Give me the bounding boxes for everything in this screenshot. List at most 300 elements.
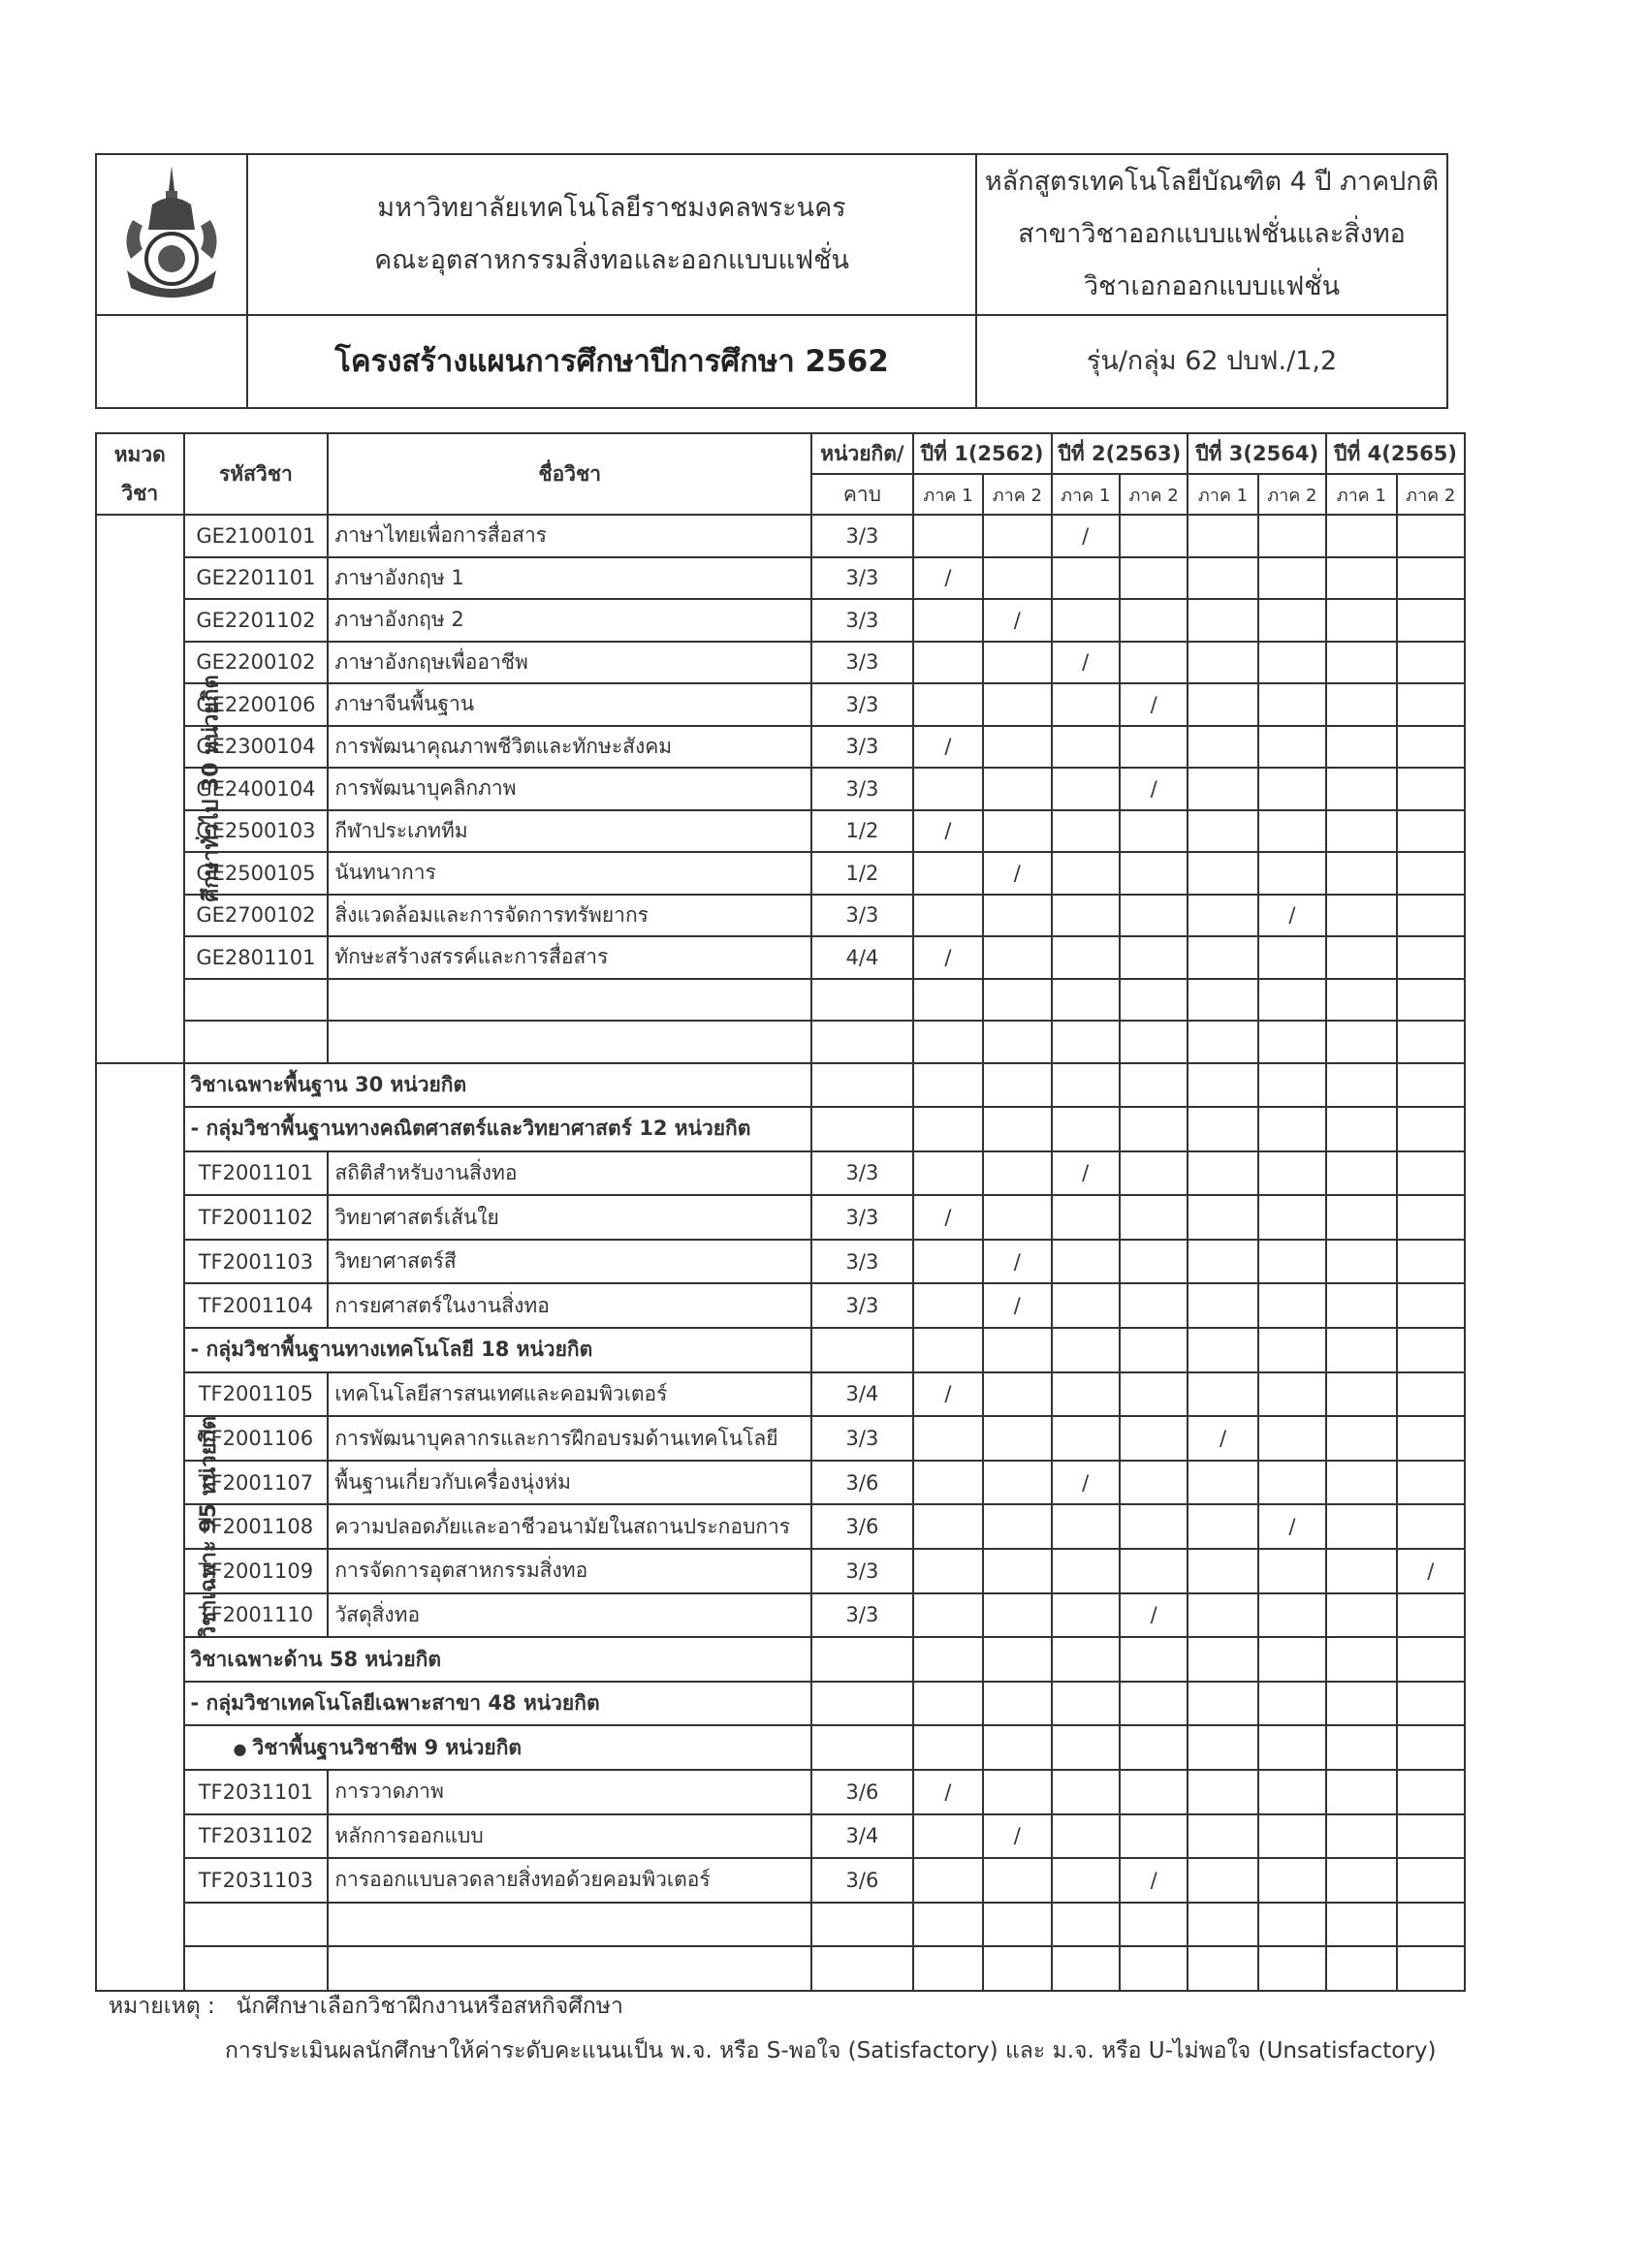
course-name: ภาษาอังกฤษ 2 (328, 599, 811, 642)
plan-title: โครงสร้างแผนการศึกษาปีการศึกษา 2562 (247, 315, 976, 408)
semester-cell (983, 1858, 1051, 1903)
course-name: นันทนาการ (328, 852, 811, 895)
semester-cell (1397, 1946, 1466, 1991)
semester-check-mark: / (1397, 1549, 1466, 1593)
semester-check-mark: / (1052, 642, 1120, 684)
semester-cell (1052, 1328, 1120, 1372)
semester-check-mark: / (983, 852, 1051, 895)
course-credit: 3/3 (811, 683, 913, 726)
course-name: ภาษาไทยเพื่อการสื่อสาร (328, 515, 811, 557)
semester-cell (1052, 810, 1120, 853)
course-code: TF2031101 (184, 1770, 329, 1814)
course-name: วัสดุสิ่งทอ (328, 1593, 811, 1638)
semester-check-mark: / (1052, 515, 1120, 557)
course-credit: 1/2 (811, 852, 913, 895)
semester-cell (1188, 936, 1257, 979)
semester-check-mark: / (1258, 895, 1326, 937)
course-code: GE2100101 (184, 515, 329, 557)
course-name: หลักการออกแบบ (328, 1814, 811, 1859)
semester-cell (913, 1021, 983, 1063)
group-heading-row (96, 1107, 1465, 1151)
semester-cell (1188, 1195, 1257, 1240)
course-code: GE2700102 (184, 895, 329, 937)
semester-cell (1120, 1725, 1188, 1770)
semester-cell (1258, 979, 1326, 1022)
semester-cell (1052, 1725, 1120, 1770)
course-name: วิทยาศาสตร์เส้นใย (328, 1195, 811, 1240)
course-credit: 4/4 (811, 936, 913, 979)
semester-cell (913, 895, 983, 937)
semester-header: ภาค 2 (1258, 474, 1326, 515)
semester-cell (1258, 1770, 1326, 1814)
semester-cell (1326, 1063, 1396, 1108)
semester-cell (1326, 683, 1396, 726)
semester-cell (1258, 1725, 1326, 1770)
course-credit: 3/3 (811, 768, 913, 810)
semester-cell (1188, 1372, 1257, 1417)
general-education-label-text: ศึกษาทั่วไป 30 หน่วยกิต (199, 675, 224, 902)
course-row (96, 599, 1465, 642)
semester-cell (1326, 599, 1396, 642)
course-credit (811, 1725, 913, 1770)
semester-cell (913, 1593, 983, 1638)
course-row (96, 726, 1465, 769)
semester-cell (913, 1151, 983, 1196)
semester-check-mark: / (913, 726, 983, 769)
program-name: หลักสูตรเทคโนโลยีบัณฑิต 4 ปี ภาคปกติ (984, 167, 1440, 197)
course-credit: 3/3 (811, 1549, 913, 1593)
semester-cell (983, 1063, 1051, 1108)
semester-cell (1188, 1593, 1257, 1638)
semester-cell (1188, 1637, 1257, 1682)
course-credit (811, 1903, 913, 1947)
semester-cell (1052, 1858, 1120, 1903)
semester-cell (1326, 1593, 1396, 1638)
semester-check-mark: / (1120, 768, 1188, 810)
semester-cell (1397, 1372, 1466, 1417)
course-row (96, 895, 1465, 937)
course-credit: 3/3 (811, 1416, 913, 1461)
semester-cell (1397, 726, 1466, 769)
semester-cell (1397, 852, 1466, 895)
course-name: พื้นฐานเกี่ยวกับเครื่องนุ่งห่ม (328, 1461, 811, 1505)
semester-cell (1397, 1328, 1466, 1372)
semester-cell (1188, 1283, 1257, 1328)
semester-cell (1120, 1770, 1188, 1814)
course-credit (811, 1946, 913, 1991)
course-credit: 3/3 (811, 642, 913, 684)
logo-cell-lower (96, 315, 247, 408)
semester-cell (1188, 1549, 1257, 1593)
semester-cell (1120, 1461, 1188, 1505)
course-name (328, 1021, 811, 1063)
semester-cell (1258, 1328, 1326, 1372)
course-row (96, 515, 1465, 557)
semester-cell (1188, 1682, 1257, 1726)
semester-cell (1397, 1858, 1466, 1903)
semester-cell (1120, 1195, 1188, 1240)
year-2-header: ปีที่ 2(2563) (1052, 433, 1188, 474)
group-heading: วิชาเฉพาะด้าน 58 หน่วยกิต (184, 1637, 812, 1682)
semester-cell (1397, 557, 1466, 600)
semester-cell (1397, 1637, 1466, 1682)
course-row (96, 768, 1465, 810)
semester-cell (1258, 1549, 1326, 1593)
semester-check-mark: / (1120, 1593, 1188, 1638)
semester-cell (983, 810, 1051, 853)
course-code: TF2001105 (184, 1372, 329, 1417)
course-row (96, 1814, 1465, 1859)
semester-cell (1397, 1240, 1466, 1284)
course-row (96, 979, 1465, 1022)
university-name: มหาวิทยาลัยเทคโนโลยีราชมงคลพระนคร (377, 193, 846, 223)
semester-cell (1326, 895, 1396, 937)
semester-cell (1188, 642, 1257, 684)
course-credit: 3/3 (811, 599, 913, 642)
course-name: การออกแบบลวดลายสิ่งทอด้วยคอมพิวเตอร์ (328, 1858, 811, 1903)
semester-cell (1052, 895, 1120, 937)
semester-cell (1258, 1151, 1326, 1196)
semester-cell (1052, 979, 1120, 1022)
semester-cell (1188, 599, 1257, 642)
semester-cell (1258, 1593, 1326, 1638)
semester-cell (1326, 1858, 1396, 1903)
faculty-name: คณะอุตสาหกรรมสิ่งทอและออกแบบแฟชั่น (374, 245, 849, 275)
group-heading-row (96, 1063, 1465, 1108)
course-name: วิทยาศาสตร์สี (328, 1240, 811, 1284)
semester-cell (1052, 1549, 1120, 1593)
course-credit: 3/6 (811, 1858, 913, 1903)
semester-check-mark: / (913, 810, 983, 853)
credit-header-bottom: คาบ (811, 474, 913, 515)
general-education-body (96, 515, 1465, 1063)
course-code: GE2200106 (184, 683, 329, 726)
course-row (96, 936, 1465, 979)
semester-cell (1052, 1240, 1120, 1284)
course-credit: 3/3 (811, 1283, 913, 1328)
semester-cell (1258, 852, 1326, 895)
semester-cell (1258, 1195, 1326, 1240)
course-credit (811, 1682, 913, 1726)
semester-cell (1120, 1063, 1188, 1108)
semester-cell (983, 895, 1051, 937)
course-name: การยศาสตร์ในงานสิ่งทอ (328, 1283, 811, 1328)
group-heading: - กลุ่มวิชาเทคโนโลยีเฉพาะสาขา 48 หน่วยกิต (184, 1682, 812, 1726)
course-row (96, 1151, 1465, 1196)
semester-cell (1188, 852, 1257, 895)
semester-header: ภาค 2 (1397, 474, 1466, 515)
semester-cell (1120, 1283, 1188, 1328)
semester-cell (1120, 515, 1188, 557)
course-credit: 3/3 (811, 1593, 913, 1638)
semester-cell (1188, 1858, 1257, 1903)
specific-courses-label (96, 1063, 222, 1991)
semester-check-mark: / (1052, 1461, 1120, 1505)
semester-cell (983, 1725, 1051, 1770)
course-name: ภาษาอังกฤษเพื่ออาชีพ (328, 642, 811, 684)
semester-cell (1120, 1946, 1188, 1991)
semester-cell (983, 1770, 1051, 1814)
semester-cell (1326, 1903, 1396, 1947)
course-credit (811, 1021, 913, 1063)
semester-cell (1052, 1283, 1120, 1328)
semester-cell (1258, 1858, 1326, 1903)
semester-cell (1188, 557, 1257, 600)
semester-cell (1397, 1504, 1466, 1549)
semester-cell (1188, 1814, 1257, 1859)
semester-check-mark: / (1258, 1504, 1326, 1549)
course-row (96, 1858, 1465, 1903)
semester-check-mark: / (1120, 1858, 1188, 1903)
semester-cell (1258, 1021, 1326, 1063)
course-name (328, 979, 811, 1022)
semester-cell (1326, 1372, 1396, 1417)
course-name: ภาษาอังกฤษ 1 (328, 557, 811, 600)
semester-cell (1326, 515, 1396, 557)
semester-cell (1258, 726, 1326, 769)
course-code (184, 1021, 329, 1063)
semester-check-mark: / (983, 1283, 1051, 1328)
semester-cell (1188, 1063, 1257, 1108)
semester-cell (983, 515, 1051, 557)
semester-cell (913, 599, 983, 642)
course-row (96, 1195, 1465, 1240)
semester-cell (1397, 1682, 1466, 1726)
semester-cell (913, 1549, 983, 1593)
semester-cell (913, 1283, 983, 1328)
course-code: TF2001101 (184, 1151, 329, 1196)
semester-cell (1052, 1946, 1120, 1991)
semester-cell (1188, 1946, 1257, 1991)
course-credit: 3/3 (811, 1151, 913, 1196)
semester-cell (1397, 810, 1466, 853)
semester-check-mark: / (983, 599, 1051, 642)
semester-cell (1326, 979, 1396, 1022)
course-code: GE2400104 (184, 768, 329, 810)
course-code: TF2001108 (184, 1504, 329, 1549)
semester-cell (1120, 979, 1188, 1022)
course-credit: 3/3 (811, 1240, 913, 1284)
institution-cell (247, 154, 976, 315)
semester-cell (1397, 1416, 1466, 1461)
semester-cell (1258, 557, 1326, 600)
semester-cell (1052, 1063, 1120, 1108)
semester-cell (1120, 1504, 1188, 1549)
semester-cell (1397, 979, 1466, 1022)
semester-cell (913, 1504, 983, 1549)
semester-cell (913, 852, 983, 895)
course-credit (811, 1328, 913, 1372)
semester-cell (913, 1416, 983, 1461)
semester-cell (983, 1151, 1051, 1196)
semester-cell (1258, 599, 1326, 642)
note-text-1: นักศึกษาเลือกวิชาฝึกงานหรือสหกิจศึกษา (236, 1994, 623, 2019)
semester-cell (1397, 768, 1466, 810)
semester-cell (1120, 1328, 1188, 1372)
department-name: สาขาวิชาออกแบบแฟชั่นและสิ่งทอ (1018, 219, 1406, 249)
semester-cell (1052, 1195, 1120, 1240)
semester-cell (1188, 1151, 1257, 1196)
course-row (96, 1593, 1465, 1638)
semester-cell (1120, 810, 1188, 853)
semester-cell (1397, 1107, 1466, 1151)
semester-cell (1258, 1682, 1326, 1726)
semester-cell (1397, 1283, 1466, 1328)
semester-cell (1326, 768, 1396, 810)
year-1-header: ปีที่ 1(2562) (913, 433, 1052, 474)
note-label: หมายเหตุ : (109, 1994, 215, 2019)
course-code: TF2001102 (184, 1195, 329, 1240)
semester-check-mark: / (1188, 1416, 1257, 1461)
semester-header: ภาค 1 (913, 474, 983, 515)
semester-cell (1326, 1725, 1396, 1770)
course-code: TF2001110 (184, 1593, 329, 1638)
year-3-header: ปีที่ 3(2564) (1188, 433, 1326, 474)
semester-cell (1326, 852, 1396, 895)
semester-cell (913, 1328, 983, 1372)
group-heading-row (96, 1725, 1465, 1770)
semester-cell (1052, 1814, 1120, 1859)
semester-cell (1052, 599, 1120, 642)
semester-cell (1120, 852, 1188, 895)
semester-cell (1397, 1725, 1466, 1770)
course-code: GE2801101 (184, 936, 329, 979)
semester-cell (1052, 1682, 1120, 1726)
semester-cell (913, 1063, 983, 1108)
semester-cell (1052, 1770, 1120, 1814)
semester-cell (1326, 1240, 1396, 1284)
semester-cell (913, 1240, 983, 1284)
semester-cell (1397, 515, 1466, 557)
course-name: การพัฒนาบุคลากรและการฝึกอบรมด้านเทคโนโลยี (328, 1416, 811, 1461)
semester-cell (913, 768, 983, 810)
semester-cell (1326, 557, 1396, 600)
course-name (328, 1903, 811, 1947)
semester-check-mark: / (913, 1770, 983, 1814)
semester-cell (1258, 1416, 1326, 1461)
course-code: TF2001107 (184, 1461, 329, 1505)
semester-cell (1052, 1021, 1120, 1063)
semester-cell (1120, 599, 1188, 642)
course-code: GE2300104 (184, 726, 329, 769)
semester-cell (1397, 895, 1466, 937)
course-credit: 3/4 (811, 1814, 913, 1859)
course-code: TF2001104 (184, 1283, 329, 1328)
semester-cell (1120, 1416, 1188, 1461)
semester-cell (1052, 1107, 1120, 1151)
course-credit: 3/3 (811, 726, 913, 769)
course-plan-table (95, 432, 1466, 1992)
course-code: GE2500103 (184, 810, 329, 853)
semester-cell (1258, 1372, 1326, 1417)
semester-cell (1120, 1240, 1188, 1284)
semester-cell (1188, 810, 1257, 853)
semester-cell (1120, 895, 1188, 937)
semester-cell (1258, 1814, 1326, 1859)
semester-cell (1120, 1021, 1188, 1063)
specific-courses-label-text: วิชาเฉพาะ 95 หน่วยกิต (197, 1415, 222, 1638)
group-label: รุ่น/กลุ่ม 62 ปบฟ./1,2 (976, 315, 1447, 408)
semester-cell (1120, 1549, 1188, 1593)
course-row (96, 1903, 1465, 1947)
semester-cell (1326, 1283, 1396, 1328)
course-row (96, 1549, 1465, 1593)
semester-cell (1188, 1461, 1257, 1505)
semester-check-mark: / (1120, 683, 1188, 726)
semester-cell (1258, 1240, 1326, 1284)
semester-cell (983, 726, 1051, 769)
course-code: TF2031102 (184, 1814, 329, 1859)
category-header: หมวด วิชา (96, 433, 184, 515)
semester-cell (1397, 599, 1466, 642)
semester-check-mark: / (913, 1195, 983, 1240)
semester-cell (1052, 1593, 1120, 1638)
semester-cell (1188, 1107, 1257, 1151)
semester-cell (1326, 1021, 1396, 1063)
semester-cell (1052, 726, 1120, 769)
semester-cell (1258, 1946, 1326, 1991)
semester-cell (983, 642, 1051, 684)
semester-cell (1052, 1416, 1120, 1461)
semester-cell (1326, 642, 1396, 684)
course-credit (811, 1107, 913, 1151)
semester-cell (1397, 1151, 1466, 1196)
course-code: TF2001109 (184, 1549, 329, 1593)
course-credit (811, 979, 913, 1022)
semester-cell (1120, 1151, 1188, 1196)
semester-cell (913, 683, 983, 726)
semester-cell (1120, 1107, 1188, 1151)
semester-cell (983, 1021, 1051, 1063)
semester-cell (1052, 557, 1120, 600)
semester-cell (1258, 642, 1326, 684)
semester-cell (913, 1814, 983, 1859)
semester-cell (1258, 1283, 1326, 1328)
semester-cell (983, 1946, 1051, 1991)
semester-cell (1120, 1814, 1188, 1859)
semester-cell (1052, 1637, 1120, 1682)
course-credit: 3/4 (811, 1372, 913, 1417)
course-row (96, 1240, 1465, 1284)
semester-cell (1188, 1903, 1257, 1947)
course-code: GE2201102 (184, 599, 329, 642)
semester-cell (1120, 936, 1188, 979)
semester-cell (1326, 1328, 1396, 1372)
semester-cell (1188, 1504, 1257, 1549)
semester-cell (1258, 768, 1326, 810)
semester-cell (1326, 1195, 1396, 1240)
semester-cell (913, 515, 983, 557)
semester-cell (1258, 936, 1326, 979)
course-row (96, 852, 1465, 895)
semester-cell (913, 1637, 983, 1682)
semester-check-mark: / (983, 1240, 1051, 1284)
course-name: การจัดการอุตสาหกรรมสิ่งทอ (328, 1549, 811, 1593)
course-credit: 3/6 (811, 1770, 913, 1814)
course-name: เทคโนโลยีสารสนเทศและคอมพิวเตอร์ (328, 1372, 811, 1417)
semester-cell (983, 1637, 1051, 1682)
note-line-1 (109, 1989, 623, 2024)
course-row (96, 1021, 1465, 1063)
semester-cell (1258, 1107, 1326, 1151)
semester-cell (1120, 557, 1188, 600)
semester-check-mark: / (913, 936, 983, 979)
group-heading-row (96, 1328, 1465, 1372)
course-name: ความปลอดภัยและอาชีวอนามัยในสถานประกอบการ (328, 1504, 811, 1549)
course-name: การพัฒนาคุณภาพชีวิตและทักษะสังคม (328, 726, 811, 769)
semester-cell (1188, 515, 1257, 557)
credit-header-top: หน่วยกิต/ (811, 433, 913, 474)
